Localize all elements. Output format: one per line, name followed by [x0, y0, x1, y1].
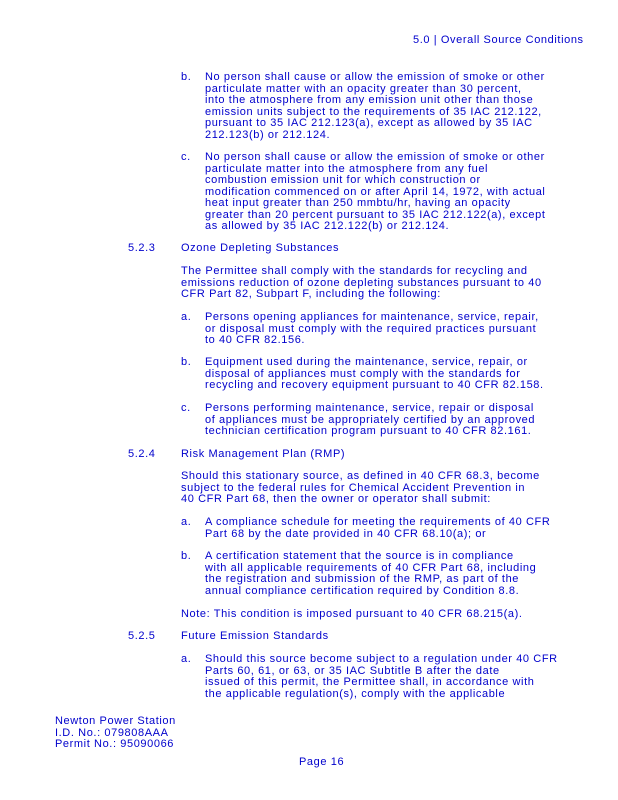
footer-identification: [55, 716, 176, 751]
note-text: Note: This condition is imposed pursuant to 40 CFR 68.215(a).: [181, 608, 523, 620]
section-intro: Should this stationary source, as defined in 40 CFR 68.3, become subject to the federal rules for Chemical Accident Prevention in 40 CFR Part 68, then the owner or operator shall submit:: [181, 470, 540, 505]
section-heading: Risk Management Plan (RMP): [181, 448, 346, 460]
item-text: Persons opening appliances for maintenance, service, repair, or disposal must comply with the required practices pursuant to 40 CFR 82.156.: [205, 311, 539, 346]
section-heading: Future Emission Standards: [181, 630, 329, 642]
section-header: 5.0 | Overall Source Conditions: [413, 34, 584, 46]
item-letter: a.: [181, 311, 192, 323]
section-intro: The Permittee shall comply with the standards for recycling and emissions reduction of ozone depleting substances pursuant to 40 CFR Part 82, Subpart F, including the following:: [181, 265, 542, 300]
item-text: A compliance schedule for meeting the requirements of 40 CFR Part 68 by the date provided in 40 CFR 68.10(a); or: [205, 516, 551, 540]
item-text: Should this source become subject to a regulation under 40 CFR Parts 60, 61, or 63, or 35 IAC Subtitle B after the date issued of this permit, the Permittee shall, in accordance with the applicable regulation(s), comply with the applicable: [205, 653, 558, 700]
section-number: 5.2.3: [128, 242, 156, 254]
section-heading: Ozone Depleting Substances: [181, 242, 340, 254]
page-number: Page 16: [299, 756, 345, 768]
item-letter: a.: [181, 516, 192, 528]
item-letter: b.: [181, 356, 192, 368]
item-c-opacity-20-text: No person shall cause or allow the emission of smoke or other particulate matter into the atmosphere from any fuel combustion emission unit for which construction or modification commenced on or after April 14, 1972, with actual heat input greater than 250 mmbtu/hr, having an opacity greater than 20 percent pursuant to 35 IAC 212.122(a), except as allowed by 35 IAC 212.122(b) or 212.124.: [205, 151, 546, 232]
item-letter: a.: [181, 653, 192, 665]
item-letter: b.: [181, 550, 192, 562]
item-text: Equipment used during the maintenance, service, repair, or disposal of appliances must comply with the standards for recycling and recovery equipment pursuant to 40 CFR 82.158.: [205, 356, 544, 391]
item-letter: b.: [181, 71, 192, 83]
id-number: I.D. No.: 079808AAA: [55, 726, 169, 739]
item-letter: c.: [181, 402, 191, 414]
section-number: 5.2.5: [128, 630, 156, 642]
permit-number: Permit No.: 95090066: [55, 738, 175, 750]
item-b-opacity-30-text: No person shall cause or allow the emission of smoke or other particulate matter with an opacity greater than 30 percent, into the atmosphere from any emission unit other than those emission units subject to the requirements of 35 IAC 212.122, pursuant to 35 IAC 212.123(a), except as allowed by 35 IAC 212.123(b) or 212.124.: [205, 71, 545, 141]
item-letter: c.: [181, 151, 191, 163]
section-number: 5.2.4: [128, 448, 156, 460]
item-text: A certification statement that the source is in compliance with all applicable requirements of 40 CFR Part 68, including the registration and submission of the RMP, as part of the annual compliance certification required by Condition 8.8.: [205, 550, 537, 597]
station-name: Newton Power Station: [55, 715, 176, 727]
item-text: Persons performing maintenance, service, repair or disposal of appliances must be appropriately certified by an approved technician certification program pursuant to 40 CFR 82.161.: [205, 402, 536, 437]
